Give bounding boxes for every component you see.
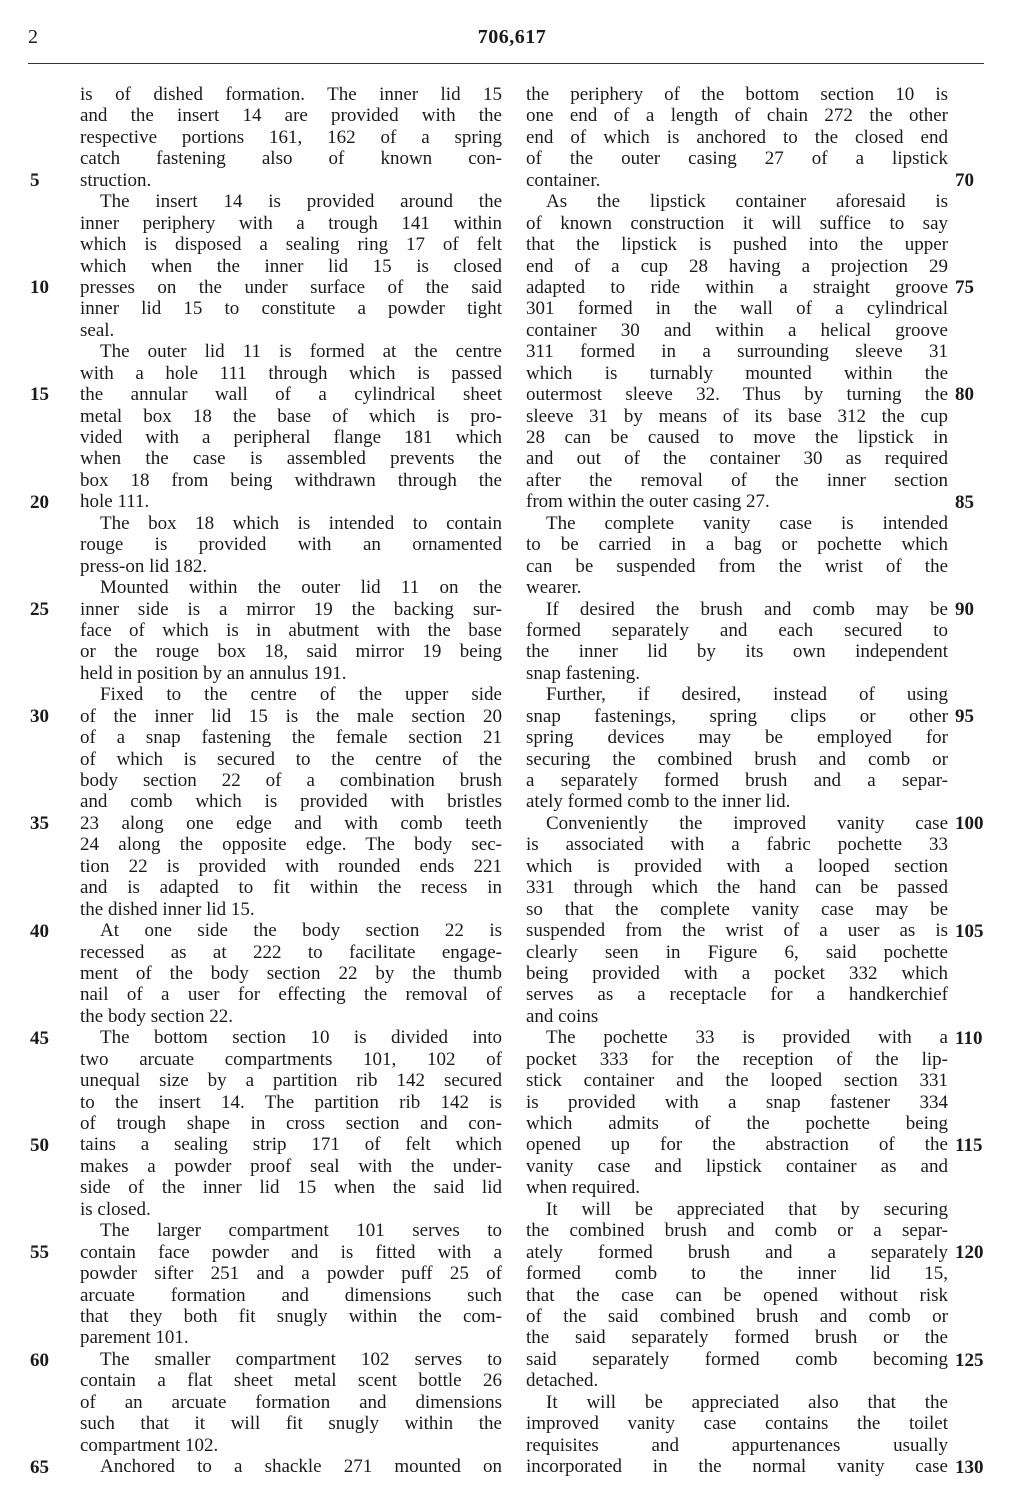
- text-line: side of the inner lid 15 when the said lid: [80, 1177, 502, 1199]
- line-number: 25: [30, 598, 49, 620]
- text-line: The complete vanity case is intended: [546, 512, 948, 534]
- text-line: 331 through which the hand can be passed: [526, 877, 948, 899]
- text-line: contain face powder and is fitted with a: [80, 1241, 502, 1263]
- text-line: serves as a receptacle for a handkerchief: [526, 984, 948, 1006]
- text-line: adapted to ride within a straight groove: [526, 276, 948, 298]
- line-number: 115: [955, 1135, 983, 1157]
- text-line: of a snap fastening the female section 21: [80, 727, 502, 749]
- line-number: 70: [955, 169, 974, 191]
- text-line: a separately formed brush and a separ-: [526, 770, 948, 791]
- text-line: or the rouge box 18, said mirror 19 being: [80, 641, 502, 663]
- text-line: 311 formed in a surrounding sleeve 31: [526, 341, 948, 363]
- text-line: which is provided with a looped section: [526, 855, 948, 877]
- text-line: face of which is in abutment with the base: [80, 619, 502, 641]
- line-number: 100: [955, 813, 984, 835]
- text-line: two arcuate compartments 101, 102 of: [80, 1048, 502, 1070]
- line-number: 85: [955, 491, 974, 513]
- text-line: when the case is assembled prevents the: [80, 448, 502, 470]
- text-line: and the insert 14 are provided with the: [80, 105, 502, 127]
- text-line: press-on lid 182.: [80, 555, 208, 577]
- text-line: which admits of the pochette being: [526, 1113, 948, 1134]
- line-number: 105: [955, 920, 984, 942]
- text-line: respective portions 161, 162 of a spring: [80, 126, 502, 148]
- text-line: vanity case and lipstick container as and: [526, 1155, 948, 1177]
- line-number: 90: [955, 598, 974, 620]
- text-line: the periphery of the bottom section 10 is: [526, 84, 948, 105]
- text-line: unequal size by a partition rib 142 secured: [80, 1070, 502, 1092]
- text-line: incorporated in the normal vanity case: [526, 1456, 948, 1477]
- text-line: recessed as at 222 to facilitate engage-: [80, 941, 502, 963]
- text-line: ment of the body section 22 by the thumb: [80, 962, 502, 984]
- line-number: 95: [955, 706, 974, 728]
- text-line: It will be appreciated that by securing: [546, 1198, 948, 1220]
- header-rule: [28, 63, 984, 64]
- text-line: of the inner lid 15 is the male section 20: [80, 705, 502, 727]
- text-line: securing the combined brush and comb or: [526, 748, 948, 770]
- page-number: 2: [28, 26, 38, 48]
- text-line: detached.: [526, 1370, 599, 1392]
- text-line: can be suspended from the wrist of the: [526, 555, 948, 577]
- patent-number: 706,617: [477, 26, 547, 48]
- text-line: It will be appreciated also that the: [546, 1391, 948, 1413]
- text-line: suspended from the wrist of a user as is: [526, 920, 948, 942]
- text-line: 23 along one edge and with comb teeth: [80, 812, 502, 834]
- text-line: As the lipstick container aforesaid is: [546, 191, 948, 213]
- text-line: Fixed to the centre of the upper side: [100, 684, 502, 706]
- text-line: Anchored to a shackle 271 mounted on: [100, 1456, 502, 1477]
- text-line: tains a sealing strip 171 of felt which: [80, 1134, 502, 1156]
- text-line: said separately formed comb becoming: [526, 1348, 948, 1370]
- text-line: requisites and appurtenances usually: [526, 1434, 948, 1456]
- line-number: 35: [30, 813, 49, 835]
- text-line: and out of the container 30 as required: [526, 448, 948, 470]
- left-column: [80, 84, 502, 1477]
- text-line: If desired the brush and comb may be: [546, 598, 948, 620]
- text-line: powder sifter 251 and a powder puff 25 of: [80, 1263, 502, 1285]
- text-line: and comb which is provided with bristles: [80, 791, 502, 813]
- text-line: of an arcuate formation and dimensions: [80, 1391, 502, 1413]
- text-line: with a hole 111 through which is passed: [80, 362, 502, 384]
- text-line: nail of a user for effecting the removal of: [80, 984, 502, 1006]
- text-line: parement 101.: [80, 1327, 189, 1349]
- text-line: from within the outer casing 27.: [526, 491, 770, 513]
- text-line: inner side is a mirror 19 the backing sur-: [80, 598, 502, 620]
- text-line: At one side the body section 22 is: [100, 920, 502, 942]
- text-line: end of which is anchored to the closed end: [526, 126, 948, 148]
- text-line: pocket 333 for the reception of the lip-: [526, 1048, 948, 1070]
- text-line: container 30 and within a helical groove: [526, 319, 948, 341]
- line-number: 80: [955, 384, 974, 406]
- text-line: 28 can be caused to move the lipstick in: [526, 427, 948, 448]
- text-line: to be carried in a bag or pochette which: [526, 534, 948, 556]
- text-line: sleeve 31 by means of its base 312 the cup: [526, 405, 948, 427]
- text-line: is associated with a fabric pochette 33: [526, 834, 948, 856]
- text-line: vided with a peripheral flange 181 which: [80, 427, 502, 448]
- line-number: 50: [30, 1135, 49, 1157]
- line-number: 40: [30, 920, 49, 942]
- text-line: when required.: [526, 1177, 640, 1199]
- text-line: that they both fit snugly within the com-: [80, 1305, 502, 1327]
- line-number: 65: [30, 1456, 49, 1478]
- text-line: hole 111.: [80, 491, 150, 513]
- text-line: formed comb to the inner lid 15,: [526, 1263, 948, 1285]
- text-line: 24 along the opposite edge. The body sec-: [80, 834, 502, 856]
- text-line: one end of a length of chain 272 the other: [526, 105, 948, 127]
- text-line: held in position by an annulus 191.: [80, 662, 347, 684]
- text-line: of the outer casing 27 of a lipstick: [526, 148, 948, 170]
- text-line: being provided with a pocket 332 which: [526, 962, 948, 984]
- text-line: wearer.: [526, 577, 582, 599]
- text-line: snap fastenings, spring clips or other: [526, 705, 948, 727]
- text-line: ately formed brush and a separately: [526, 1241, 948, 1263]
- text-line: Conveniently the improved vanity case: [546, 812, 948, 834]
- text-line: inner periphery with a trough 141 within: [80, 212, 502, 234]
- text-line: The larger compartment 101 serves to: [100, 1220, 502, 1242]
- line-number: 55: [30, 1242, 49, 1264]
- text-line: the inner lid by its own independent: [526, 641, 948, 663]
- text-line: The outer lid 11 is formed at the centre: [100, 341, 502, 363]
- text-line: the body section 22.: [80, 1005, 234, 1027]
- text-line: that the lipstick is pushed into the upper: [526, 234, 948, 256]
- line-number: 30: [30, 706, 49, 728]
- text-line: the combined brush and comb or a separ-: [526, 1220, 948, 1242]
- text-line: opened up for the abstraction of the: [526, 1134, 948, 1156]
- line-number: 15: [30, 384, 49, 406]
- text-line: struction.: [80, 169, 152, 191]
- text-line: arcuate formation and dimensions such: [80, 1284, 502, 1306]
- text-line: so that the complete vanity case may be: [526, 898, 948, 920]
- text-line: tion 22 is provided with rounded ends 221: [80, 855, 502, 877]
- text-line: rouge is provided with an ornamented: [80, 534, 502, 556]
- text-line: the annular wall of a cylindrical sheet: [80, 384, 502, 406]
- line-number: 20: [30, 491, 49, 513]
- text-line: the dished inner lid 15.: [80, 898, 255, 920]
- line-number: 120: [955, 1242, 984, 1264]
- text-line: the said separately formed brush or the: [526, 1327, 948, 1349]
- line-number: 60: [30, 1349, 49, 1371]
- text-line: formed separately and each secured to: [526, 619, 948, 641]
- text-line: outermost sleeve 32. Thus by turning the: [526, 384, 948, 406]
- text-line: improved vanity case contains the toilet: [526, 1413, 948, 1435]
- text-line: which is turnably mounted within the: [526, 362, 948, 384]
- text-line: which when the inner lid 15 is closed: [80, 255, 502, 277]
- text-line: The box 18 which is intended to contain: [100, 512, 502, 534]
- line-number: 75: [955, 277, 974, 299]
- text-line: and coins: [526, 1005, 599, 1027]
- text-line: compartment 102.: [80, 1434, 219, 1456]
- line-number: 110: [955, 1027, 983, 1049]
- text-line: is closed.: [80, 1198, 151, 1220]
- right-column: [526, 84, 948, 1477]
- text-line: 301 formed in the wall of a cylindrical: [526, 298, 948, 320]
- text-line: snap fastening.: [526, 662, 640, 684]
- text-line: and is adapted to fit within the recess in: [80, 877, 502, 899]
- text-line: contain a flat sheet metal scent bottle 26: [80, 1370, 502, 1392]
- text-line: presses on the under surface of the said: [80, 276, 502, 298]
- text-line: to the insert 14. The partition rib 142 is: [80, 1091, 502, 1113]
- text-line: Mounted within the outer lid 11 on the: [100, 577, 502, 599]
- text-line: end of a cup 28 having a projection 29: [526, 255, 948, 277]
- text-line: clearly seen in Figure 6, said pochette: [526, 941, 948, 963]
- text-line: is provided with a snap fastener 334: [526, 1091, 948, 1113]
- line-number: 130: [955, 1456, 984, 1478]
- text-line: that the case can be opened without risk: [526, 1284, 948, 1306]
- line-number: 5: [30, 169, 40, 191]
- text-line: box 18 from being withdrawn through the: [80, 469, 502, 491]
- line-number: 45: [30, 1027, 49, 1049]
- text-line: makes a powder proof seal with the under-: [80, 1155, 502, 1177]
- text-line: of the said combined brush and comb or: [526, 1305, 948, 1327]
- text-line: Further, if desired, instead of using: [546, 684, 948, 706]
- text-line: ately formed comb to the inner lid.: [526, 791, 791, 813]
- text-line: after the removal of the inner section: [526, 469, 948, 491]
- text-line: which is disposed a sealing ring 17 of felt: [80, 234, 502, 256]
- text-line: container.: [526, 169, 601, 191]
- text-line: metal box 18 the base of which is pro-: [80, 405, 502, 427]
- text-line: of which is secured to the centre of the: [80, 748, 502, 770]
- text-line: The pochette 33 is provided with a: [546, 1027, 948, 1049]
- text-line: The smaller compartment 102 serves to: [100, 1348, 502, 1370]
- text-line: spring devices may be employed for: [526, 727, 948, 749]
- text-line: of known construction it will suffice to say: [526, 212, 948, 234]
- line-number: 10: [30, 277, 49, 299]
- line-number: 125: [955, 1349, 984, 1371]
- text-line: stick container and the looped section 331: [526, 1070, 948, 1092]
- text-line: body section 22 of a combination brush: [80, 770, 502, 791]
- text-line: catch fastening also of known con-: [80, 148, 502, 170]
- text-line: The bottom section 10 is divided into: [100, 1027, 502, 1049]
- text-line: The insert 14 is provided around the: [100, 191, 502, 213]
- text-line: of trough shape in cross section and con-: [80, 1113, 502, 1134]
- text-line: such that it will fit snugly within the: [80, 1413, 502, 1435]
- text-line: inner lid 15 to constitute a powder tight: [80, 298, 502, 320]
- text-line: seal.: [80, 319, 115, 341]
- text-line: is of dished formation. The inner lid 15: [80, 84, 502, 105]
